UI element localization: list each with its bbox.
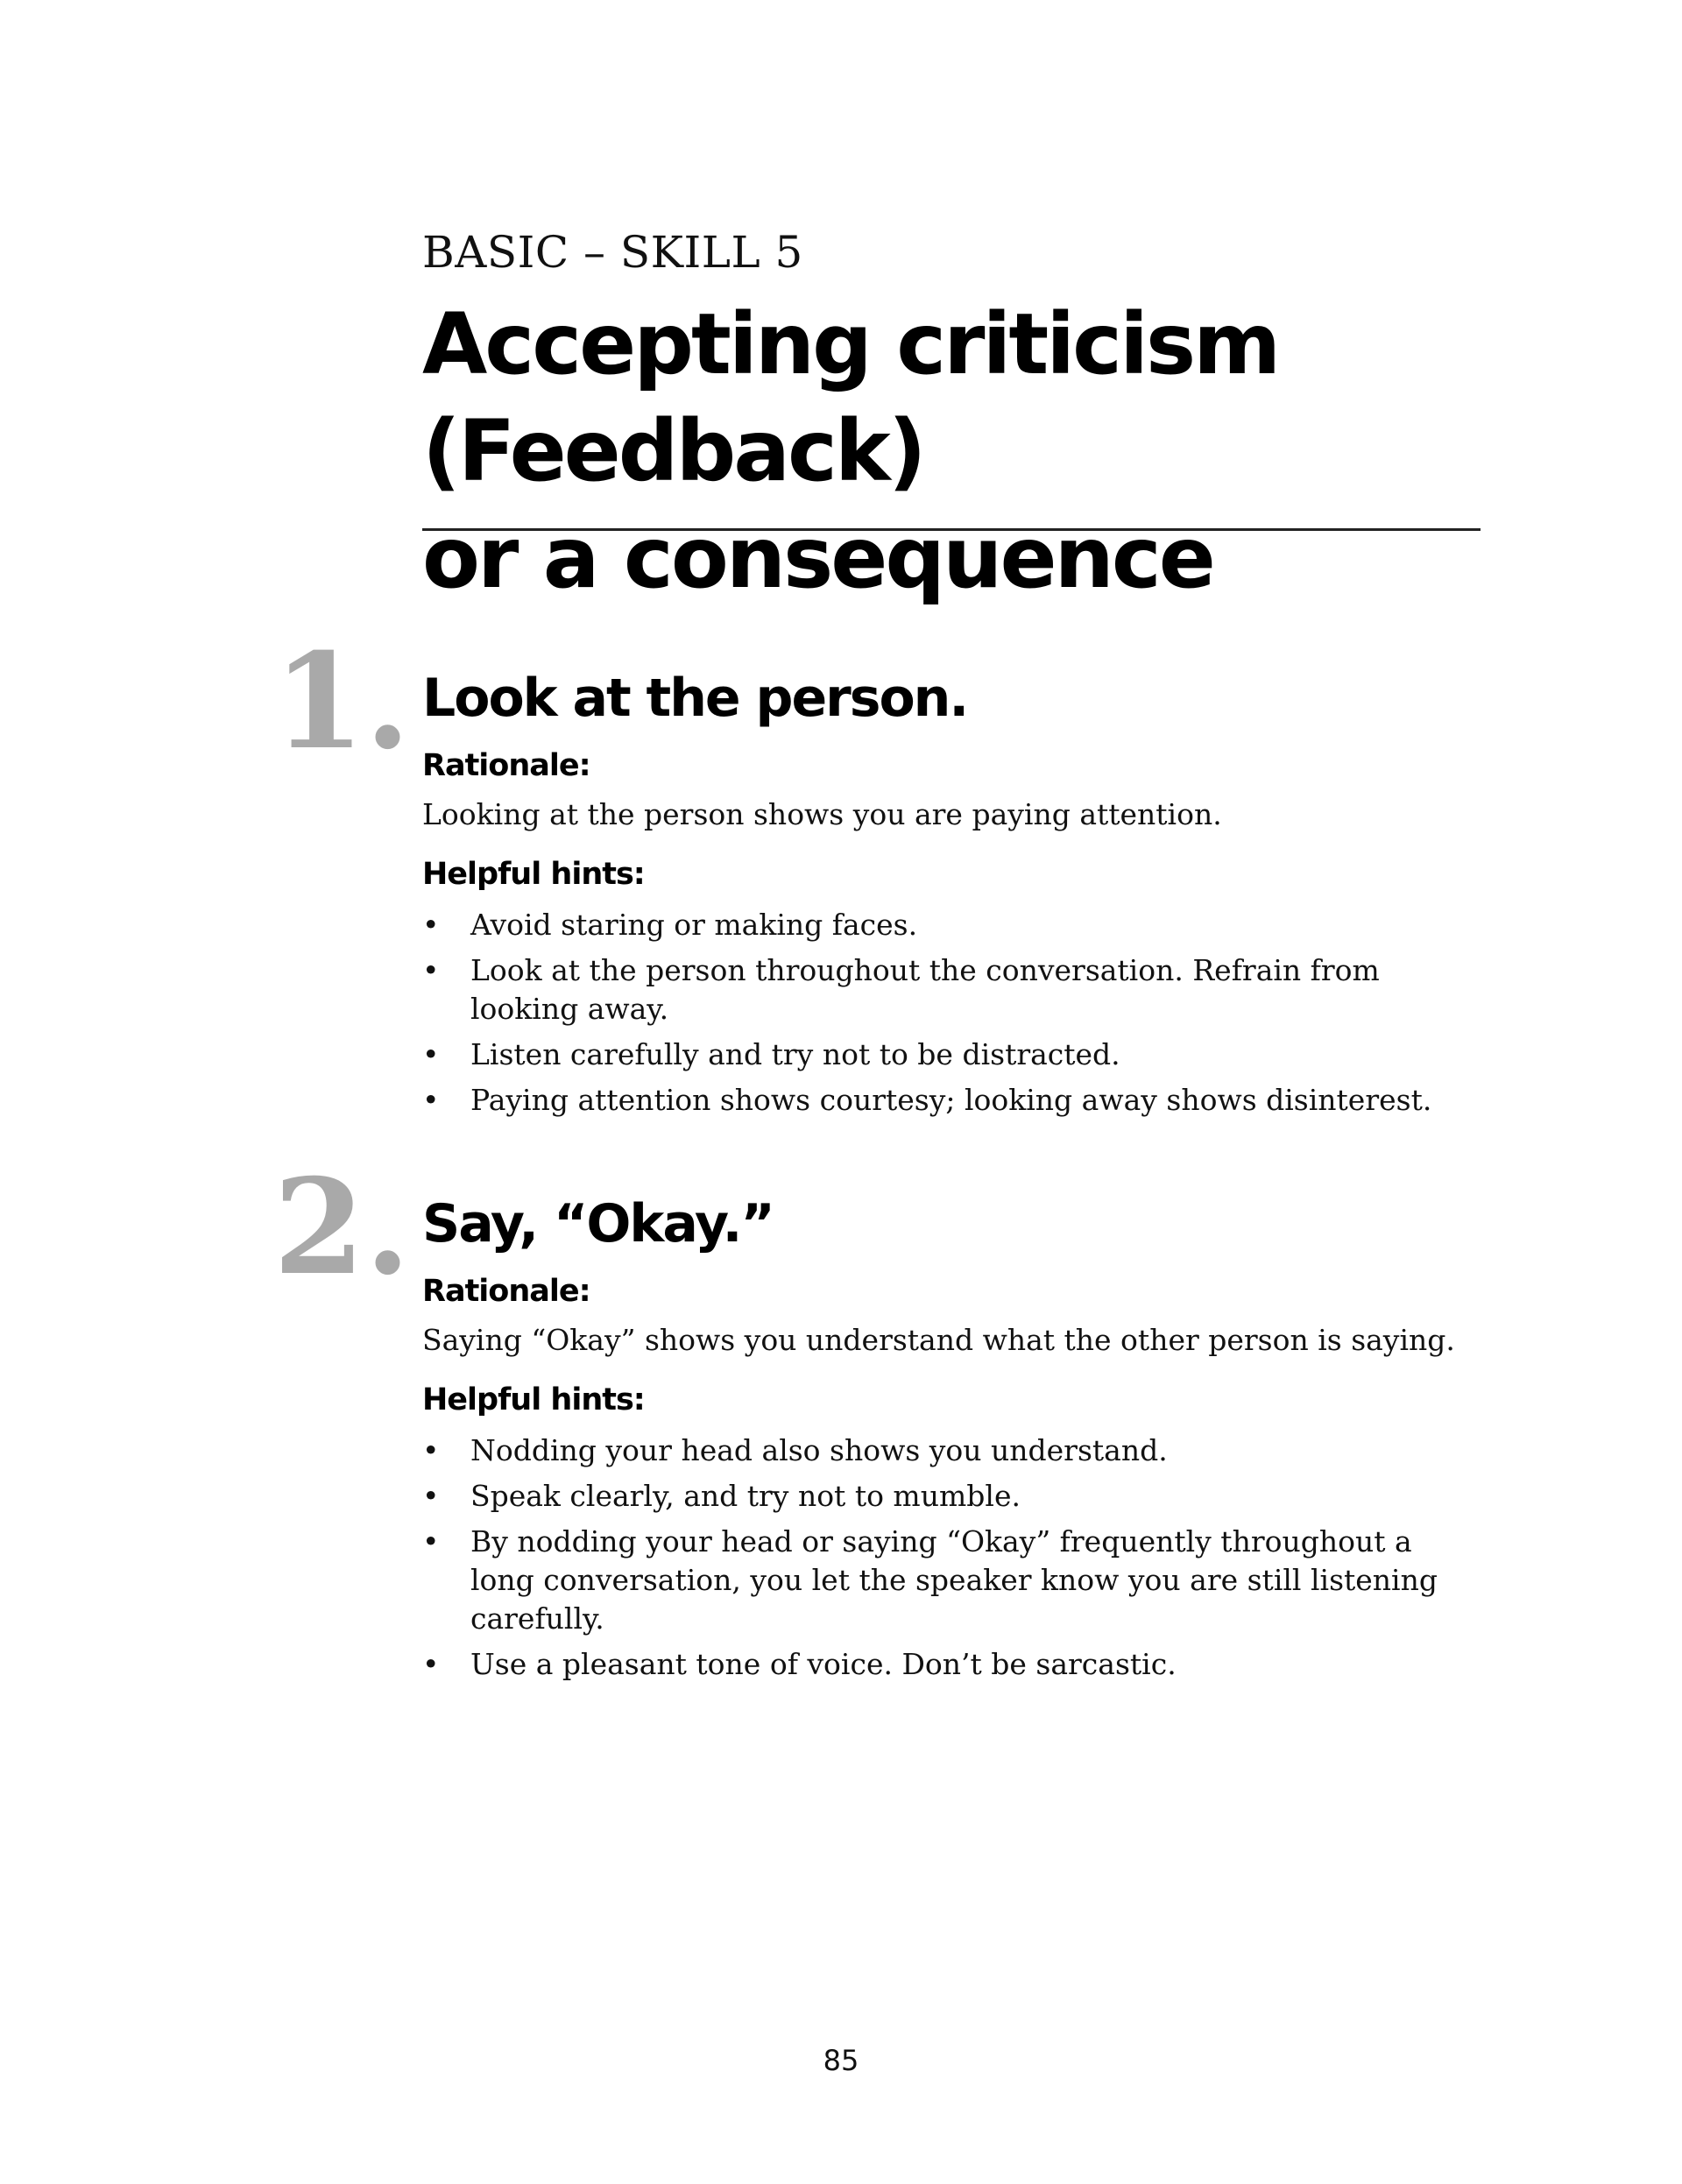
bullet-icon: •: [422, 1524, 440, 1558]
list-item: [422, 1477, 1481, 1516]
bullet-icon: •: [422, 1647, 440, 1681]
hint-text: Speak clearly, and try not to mumble.: [470, 1479, 1021, 1513]
bullet-icon: •: [422, 953, 440, 987]
step-1: [273, 625, 1481, 1127]
hint-text: Nodding your head also shows you understand.: [470, 1433, 1168, 1467]
step-1-number: 1.: [273, 625, 411, 779]
bullet-icon: •: [422, 1037, 440, 1071]
list-item: [422, 1081, 1481, 1120]
header-divider: [422, 528, 1481, 531]
list-item: [422, 1645, 1481, 1684]
hint-text: Use a pleasant tone of voice. Don’t be sarcastic.: [470, 1647, 1177, 1681]
hint-text: Paying attention shows courtesy; looking away shows disinterest.: [470, 1083, 1432, 1117]
step-1-hints-label: Helpful hints:: [422, 857, 645, 892]
step-2-title: Say, “Okay.”: [422, 1193, 774, 1255]
bullet-icon: •: [422, 1433, 440, 1467]
step-1-rationale-label: Rationale:: [422, 748, 590, 783]
hint-text: Listen carefully and try not to be distracted.: [470, 1037, 1120, 1071]
bullet-icon: •: [422, 908, 440, 942]
bullet-icon: •: [422, 1083, 440, 1117]
list-item: [422, 906, 1481, 944]
list-item: [422, 1035, 1481, 1074]
step-1-hints-list: [422, 906, 1481, 1120]
skill-title-line-2: or a consequence: [422, 509, 1213, 607]
page-number: 85: [823, 2044, 859, 2077]
bullet-icon: •: [422, 1479, 440, 1513]
skill-kicker: BASIC – SKILL 5: [422, 227, 803, 278]
hint-text: Look at the person throughout the conversation. Refrain from looking away.: [470, 953, 1380, 1026]
step-2-rationale-text: Saying “Okay” shows you understand what the other person is saying.: [422, 1323, 1455, 1357]
hint-text: Avoid staring or making faces.: [470, 908, 918, 942]
step-2-rationale-label: Rationale:: [422, 1274, 590, 1309]
skill-title: [422, 291, 1481, 611]
list-item: [422, 1431, 1481, 1470]
step-1-title: Look at the person.: [422, 668, 968, 729]
step-2-number: 2.: [273, 1150, 411, 1304]
hint-text: By nodding your head or saying “Okay” frequently throughout a long conversation, you let the speaker know you are still listening carefully.: [470, 1524, 1438, 1636]
list-item: [422, 951, 1481, 1028]
list-item: [422, 1523, 1481, 1638]
step-1-rationale-text: Looking at the person shows you are paying attention.: [422, 797, 1222, 831]
skill-title-line-1: Accepting criticism (Feedback): [422, 295, 1279, 500]
skill-header: [422, 226, 1481, 611]
step-2-hints-list: [422, 1431, 1481, 1684]
step-2: [273, 1150, 1481, 1691]
step-2-hints-label: Helpful hints:: [422, 1382, 645, 1417]
